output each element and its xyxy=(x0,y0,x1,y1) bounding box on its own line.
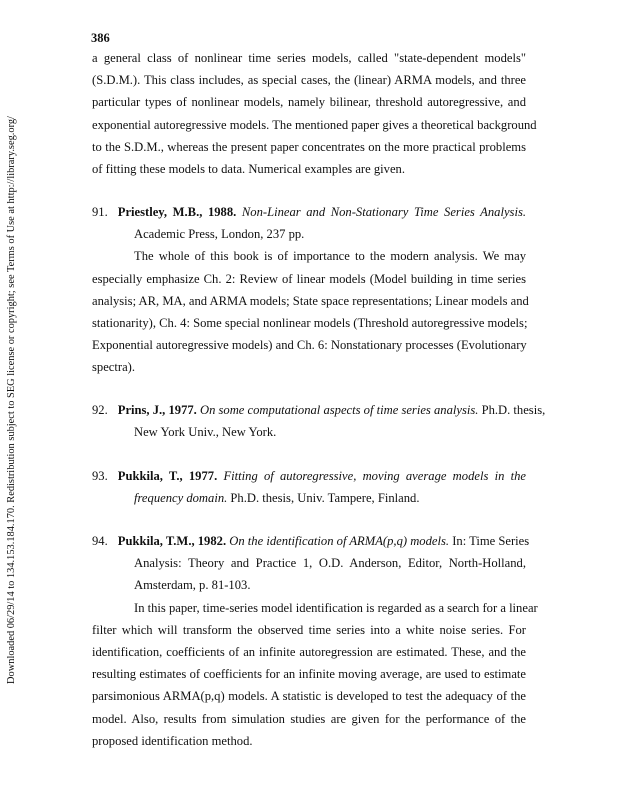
reference-92 xyxy=(92,399,546,443)
reference-heading xyxy=(92,201,526,223)
reference-number: 92. xyxy=(92,403,108,417)
reference-94 xyxy=(92,530,538,752)
text-line: particular types of nonlinear models, namely bilinear, threshold autoregressive, and xyxy=(92,95,526,110)
text-line: (S.D.M.). This class includes, as special cases, the (linear) ARMA models, and three xyxy=(92,73,526,88)
reference-details-line: Analysis: Theory and Practice 1, O.D. Anderson, Editor, North-Holland, xyxy=(134,556,526,571)
text-line: The whole of this book is of importance to the modern analysis. We may xyxy=(134,249,526,264)
reference-title: On some computational aspects of time series analysis. xyxy=(199,403,479,417)
text-line: In this paper, time-series model identification is regarded as a search for a linear xyxy=(134,600,538,615)
text-line: Exponential autoregressive models) and Ch. 6: Nonstationary processes (Evolutionary xyxy=(92,338,527,353)
text-line: filter which will transform the observed time series into a white noise series. For xyxy=(92,622,526,637)
reference-author: Prins, J., 1977. xyxy=(117,403,197,417)
page-number: 386 xyxy=(91,31,110,45)
reference-heading xyxy=(92,530,530,552)
reference-91 xyxy=(92,201,529,379)
download-watermark-text: Downloaded 06/29/14 to 134.153.184.170. Redistribution subject to SEG license or copyright; see Terms of Use at http://library.seg.org/ xyxy=(6,116,17,684)
reference-title: Fitting of autoregressive, moving average models in the xyxy=(223,469,526,483)
text-line: exponential autoregressive models. The mentioned paper gives a theoretical background xyxy=(92,117,537,132)
reference-details-line: Amsterdam, p. 81-103. xyxy=(134,578,251,593)
reference-number: 93. xyxy=(92,469,108,483)
reference-details: Ph.D. thesis, xyxy=(481,403,546,417)
reference-title-continued xyxy=(92,487,526,509)
text-line: especially emphasize Ch. 2: Review of linear models (Model building in time series xyxy=(92,271,526,286)
reference-number: 94. xyxy=(92,534,108,548)
reference-author: Priestley, M.B., 1988. xyxy=(117,205,237,219)
reference-publisher: Academic Press, London, 237 pp. xyxy=(134,227,305,242)
text-line: of fitting these models to data. Numerical examples are given. xyxy=(92,162,405,177)
text-line: model. Also, results from simulation studies are given for the performance of the xyxy=(92,711,526,726)
reference-heading xyxy=(92,465,526,487)
text-line: identification, coefficients of an infinite autoregression are estimated. These, and the xyxy=(92,645,526,660)
reference-details: Ph.D. thesis, Univ. Tampere, Finland. xyxy=(230,491,420,506)
reference-title-part: frequency domain. xyxy=(134,491,228,506)
intro-paragraph xyxy=(92,47,537,180)
reference-author: Pukkila, T.M., 1982. xyxy=(117,534,227,548)
reference-heading xyxy=(92,399,546,421)
text-line: proposed identification method. xyxy=(92,733,253,748)
reference-title: On the identification of ARMA(p,q) models. xyxy=(229,534,450,548)
reference-title: Non-Linear and Non-Stationary Time Series Analysis. xyxy=(241,205,527,219)
text-line: parsimonious ARMA(p,q) models. A statistic is developed to test the adequacy of the xyxy=(92,689,526,704)
text-line: analysis; AR, MA, and ARMA models; State space representations; Linear models and xyxy=(92,293,529,308)
text-line: stationarity), Ch. 4: Some special nonlinear models (Threshold autoregressive models; xyxy=(92,316,528,331)
reference-93 xyxy=(92,465,526,509)
reference-details-line: New York Univ., New York. xyxy=(134,425,277,440)
text-line: a general class of nonlinear time series models, called "state-dependent models" xyxy=(92,51,526,65)
text-line: to the S.D.M., whereas the present paper concentrates on the more practical problems xyxy=(92,139,526,154)
text-line: spectra). xyxy=(92,360,136,375)
download-watermark xyxy=(3,115,21,685)
reference-number: 91. xyxy=(92,205,108,219)
reference-author: Pukkila, T., 1977. xyxy=(117,469,218,483)
reference-details: In: Time Series xyxy=(452,534,530,548)
text-line: resulting estimates of coefficients for an infinite moving average, are used to estimate xyxy=(92,667,526,682)
